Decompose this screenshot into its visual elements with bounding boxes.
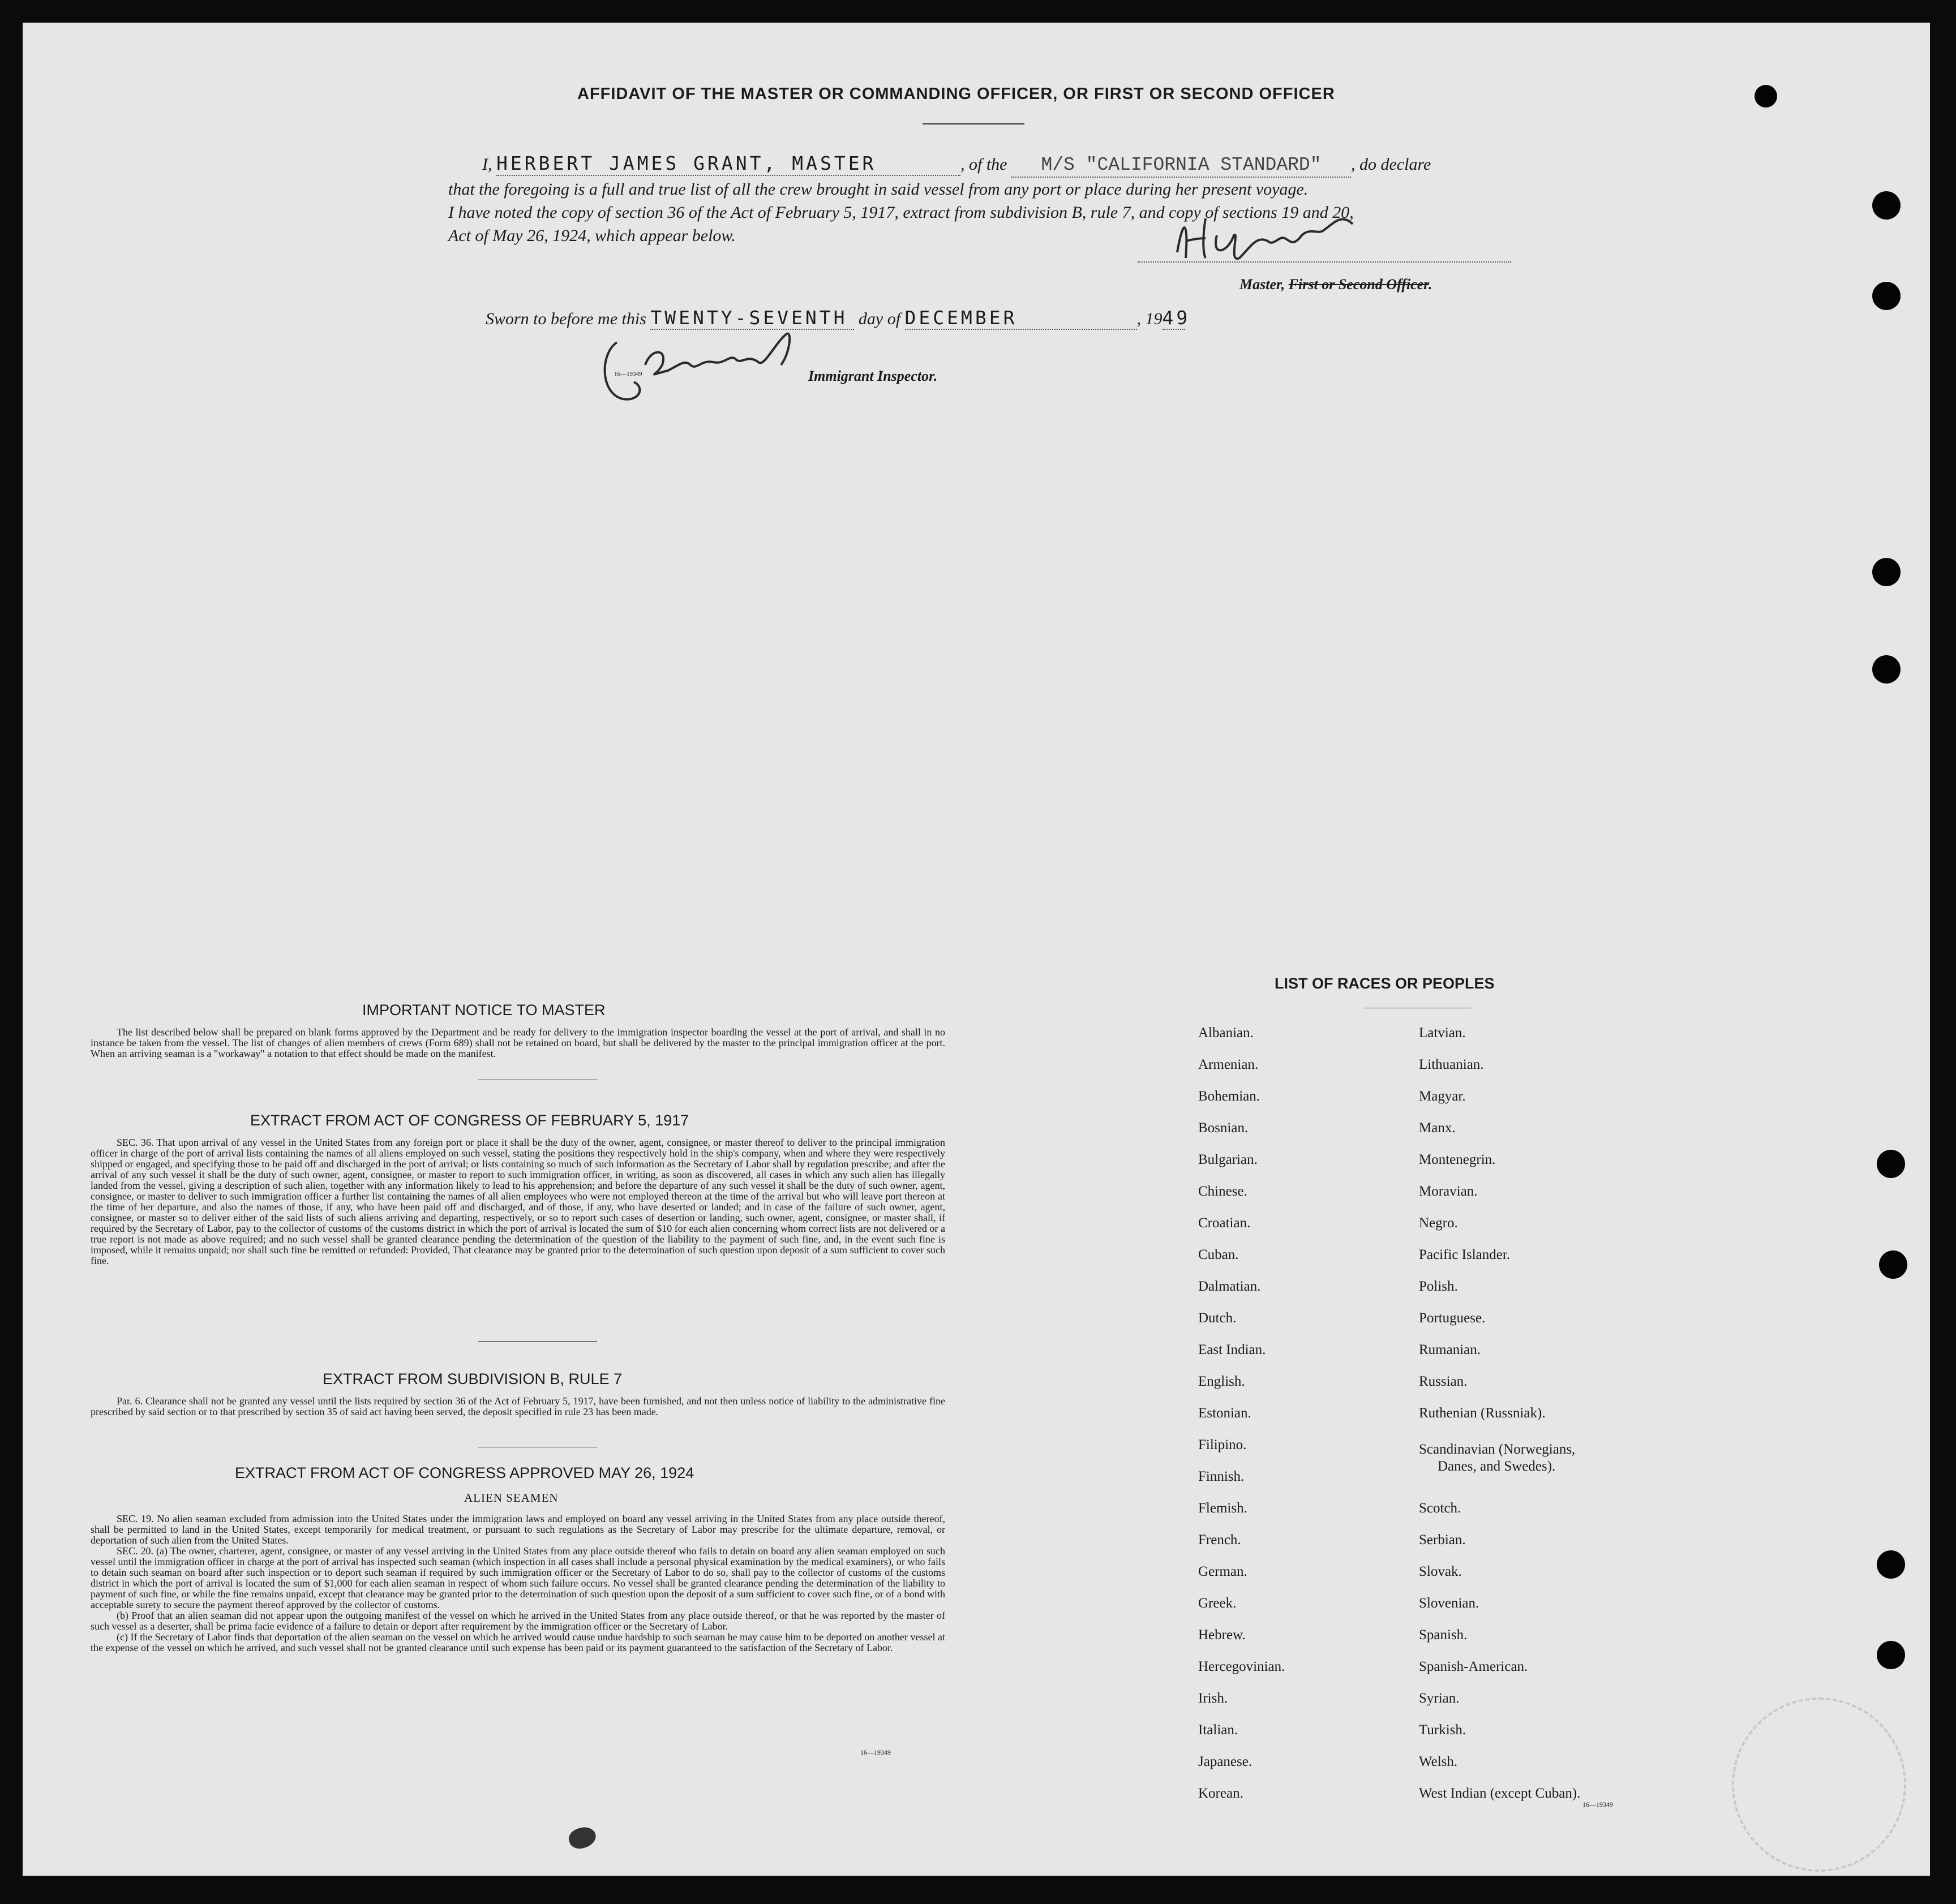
race-item: Bulgarian.	[1198, 1152, 1258, 1167]
race-item: Magyar.	[1419, 1089, 1466, 1104]
race-item: Slovak.	[1419, 1564, 1462, 1579]
notice-title: IMPORTANT NOTICE TO MASTER	[362, 1002, 606, 1018]
race-item: Hebrew.	[1198, 1627, 1246, 1643]
signer-title	[1239, 276, 1432, 293]
race-item: English.	[1198, 1374, 1245, 1389]
race-item: French.	[1198, 1532, 1241, 1548]
punch-hole	[1872, 655, 1901, 684]
race-item: Lithuanian.	[1419, 1057, 1484, 1072]
punch-hole	[1872, 191, 1901, 220]
race-item: Scotch.	[1419, 1501, 1461, 1516]
signer-title-master: Master,	[1239, 276, 1285, 293]
affidavit-title: AFFIDAVIT OF THE MASTER OR COMMANDING OFFICER, OR FIRST OR SECOND OFFICER	[577, 85, 1335, 103]
affidavit-line-3: I have noted the copy of section 36 of the Act of February 5, 1917, extract from subdivision B, rule 7, and copy of sections 19 and 20,	[448, 203, 1354, 222]
document-sheet	[23, 23, 1930, 1876]
race-item: Filipino.	[1198, 1437, 1247, 1452]
subdivision-b-title: EXTRACT FROM SUBDIVISION B, RULE 7	[323, 1370, 623, 1387]
race-item: Dalmatian.	[1198, 1279, 1261, 1294]
race-item: Serbian.	[1419, 1532, 1466, 1548]
race-item: Spanish.	[1419, 1627, 1468, 1643]
race-item: Rumanian.	[1419, 1342, 1481, 1357]
race-item: Spanish-American.	[1419, 1659, 1528, 1674]
punch-hole	[1877, 1550, 1905, 1579]
race-item: Pacific Islander.	[1419, 1247, 1511, 1262]
inspector-signature-svg	[594, 331, 832, 405]
race-item: Ruthenian (Russniak).	[1419, 1406, 1546, 1421]
vessel-name-field	[1011, 153, 1351, 178]
race-item: Manx.	[1419, 1120, 1456, 1136]
race-item: German.	[1198, 1564, 1247, 1579]
sworn-day-field: TWENTY-SEVENTH	[650, 307, 854, 330]
race-item: Cuban.	[1198, 1247, 1239, 1262]
sec-20a-paragraph: SEC. 20. (a) The owner, charterer, agent, consignee, or master of any vessel arriving in the United States from any place outside thereof who fails to detain on board any alien seaman employed on such vessel until the immigration officer in charge at the port of arrival has inspected such seaman (which inspection in all cases shall include a personal physical examination by the medical examiners), or who fails to detain such seaman on board after such inspection or to deport such seaman if required by such immigration officer or the Secretary of Labor to do so, shall pay to the collector of customs of the customs district in which the port of arrival is located the sum of $1,000 for each alien seaman in respect of whom such failure occurs. No vessel shall be granted clearance pending the determination of the liability to payment of such fine, or while the fine remains unpaid, except that clearance may be granted prior to the determination of such question upon the deposit of a sum sufficient to cover such fine, or of a bond with acceptable surety to secure the payment thereof approved by the collector of customs.	[91, 1545, 945, 1610]
master-name-field: HERBERT JAMES GRANT, MASTER	[496, 152, 960, 176]
extract-1917-text: SEC. 36. That upon arrival of any vessel in the United States from any foreign port or place it shall be the duty of the owner, agent, consignee, or master thereof to deliver to the principal immigration officer in charge of the port of arrival lists containing the names of all aliens employed on such vessel, stating the positions they respectively hold in the ship's company, when and where they were respectively shipped or engaged, and specifying those to be paid off and discharged in the port of arrival; or lists containing so much of such information as the Secretary of Labor shall by regulation prescribe; and after the arrival of any such vessel it shall be the duty of such owner, agent, consignee, or master to report to such immigration officer, in writing, as soon as discovered, all cases in which any such alien has illegally landed from the vessel, giving a description of such alien, together with any information likely to lead to his apprehension; and before the departure of any such vessel it shall be the duty of such owner, agent, consignee, or master to deliver to such immigration officer a further list containing the names of all alien employees who were not employed thereon at the time of the arrival but who will leave port thereon at the time of her departure, and also the names of those, if any, who have been paid off and discharged, and of those, if any, who have deserted or landed; and in case of the failure of such owner, agent, consignee, or master so to deliver either of the said lists of such aliens arriving and departing, respectively, or so to report such cases of desertion or landing, such owner, agent, consignee, or master shall, if required by the Secretary of Labor, pay to the collector of customs of the customs district in which the port of arrival is located the sum of $10 for each alien concerning whom correct lists are not delivered or a true report is not made as above required; and no such vessel shall be granted clearance pending the determination of the question of the liability to the payment of such fine, and, in the event such fine is imposed, while it remains unpaid; nor shall such fine be remitted or refunded: Provided, That clearance may be granted prior to the determination of such question upon deposit of a sum sufficient to cover such fine.	[91, 1137, 945, 1266]
line1-mid: , of the	[960, 155, 1007, 174]
master-signature	[1172, 213, 1387, 267]
embossed-seal	[1732, 1697, 1906, 1872]
sec-20b-paragraph: (b) Proof that an alien seaman did not appear upon the outgoing manifest of the vessel on which he arrived in the United States from any place outside thereof, or that he was reported by the master of such vessel as a deserter, shall be prima facie evidence of a failure to detain or deport after requirement by the immigration officer or the Secretary of Labor.	[91, 1610, 945, 1632]
race-item: Slovenian.	[1419, 1596, 1479, 1611]
race-item: Finnish.	[1198, 1469, 1245, 1484]
race-item: Portuguese.	[1419, 1310, 1486, 1326]
race-item: Montenegrin.	[1419, 1152, 1496, 1167]
race-item: Bohemian.	[1198, 1089, 1260, 1104]
master-signature-svg	[1172, 213, 1387, 264]
race-item: Latvian.	[1419, 1025, 1466, 1041]
sworn-line	[486, 307, 1191, 330]
race-item: Syrian.	[1419, 1691, 1460, 1706]
title-underline	[923, 123, 1024, 124]
form-number: 16—19349	[860, 1748, 891, 1756]
inspector-stamp-number: 16—19349	[614, 371, 642, 377]
race-item: Albanian.	[1198, 1025, 1254, 1041]
affidavit-line-2: that the foregoing is a full and true list of all the crew brought in said vessel from any port or place during her present voyage.	[448, 180, 1309, 199]
race-item: Korean.	[1198, 1786, 1243, 1801]
section-divider	[478, 1341, 597, 1342]
races-form-number: 16—19349	[1582, 1800, 1613, 1808]
subdivision-b-text: Par. 6. Clearance shall not be granted any vessel until the lists required by section 36 of the Act of February 5, 1917, have been furnished, and not then unless notice of liability to the administrative fine prescribed by said section or to that prescribed by section 35 of said act having been served, the deposit specified in rule 23 has been made.	[91, 1395, 945, 1417]
line1-suffix: , do declare	[1351, 155, 1431, 174]
punch-hole	[1872, 282, 1901, 310]
punch-hole	[1879, 1250, 1907, 1279]
race-item: Turkish.	[1419, 1722, 1466, 1738]
sworn-prefix: Sworn to before me this	[486, 310, 646, 328]
race-item: Bosnian.	[1198, 1120, 1249, 1136]
race-item: Flemish.	[1198, 1501, 1247, 1516]
affidavit-line-4: Act of May 26, 1924, which appear below.	[448, 226, 736, 245]
race-item: Japanese.	[1198, 1754, 1252, 1769]
punch-hole	[1755, 85, 1777, 108]
signer-title-struck: First or Second Officer	[1288, 276, 1429, 293]
inspector-signature	[594, 331, 832, 407]
race-item: Dutch.	[1198, 1310, 1237, 1326]
extract-1924-body	[91, 1514, 945, 1653]
sec-20c-paragraph: (c) If the Secretary of Labor finds that deportation of the alien seaman on the vessel on which he arrived would cause undue hardship to such seaman he may cause him to be deported on another vessel at the expense of the vessel on which he arrived, and such vessel shall not be granted clearance until such expense has been paid or its payment guaranteed to the satisfaction of the Secretary of Labor.	[91, 1631, 945, 1653]
race-item: Scandinavian (Norwegians,	[1419, 1442, 1576, 1457]
ink-blot	[566, 1824, 598, 1852]
affidavit-line-1	[448, 152, 1535, 178]
race-item: Polish.	[1419, 1279, 1458, 1294]
race-item: Estonian.	[1198, 1406, 1251, 1421]
race-item: Welsh.	[1419, 1754, 1458, 1769]
race-item: Hercegovinian.	[1198, 1659, 1285, 1674]
punch-hole	[1877, 1641, 1905, 1669]
line1-prefix: I,	[482, 155, 492, 174]
signer-title-end: .	[1428, 276, 1432, 293]
race-item: Danes, and Swedes).	[1438, 1459, 1556, 1474]
year-field: 49	[1162, 307, 1191, 329]
extract-1924-title: EXTRACT FROM ACT OF CONGRESS APPROVED MAY 26, 1924	[235, 1464, 694, 1481]
race-item: Armenian.	[1198, 1057, 1259, 1072]
sec-19-paragraph: SEC. 19. No alien seaman excluded from admission into the United States under the immigration laws and employed on board any vessel arriving in the United States from any place outside thereof, shall be permitted to land in the United States, except temporarily for medical treatment, or pursuant to such regulations as the Secretary of Labor may prescribe for the ultimate departure, removal, or deportation of such alien from the United States.	[91, 1513, 945, 1546]
extract-1924-subtitle: ALIEN SEAMEN	[464, 1491, 559, 1505]
race-item: Negro.	[1419, 1215, 1458, 1231]
inspector-label: Immigrant Inspector.	[808, 368, 938, 384]
punch-hole	[1877, 1150, 1905, 1178]
year-prefix: , 19	[1136, 310, 1163, 328]
sworn-month-field: DECEMBER	[905, 307, 1137, 330]
race-item: East Indian.	[1198, 1342, 1266, 1357]
race-item: Greek.	[1198, 1596, 1237, 1611]
vessel-name-stamp: M/S "CALIFORNIA STANDARD"	[1041, 154, 1322, 175]
extract-1917-title: EXTRACT FROM ACT OF CONGRESS OF FEBRUARY 5, 1917	[250, 1112, 689, 1129]
race-item: Italian.	[1198, 1722, 1238, 1738]
races-title: LIST OF RACES OR PEOPLES	[1275, 975, 1495, 992]
punch-hole	[1872, 558, 1901, 586]
race-item: Russian.	[1419, 1374, 1468, 1389]
race-item: West Indian (except Cuban).	[1419, 1786, 1581, 1801]
day-of-label: day of	[858, 310, 901, 328]
race-item: Moravian.	[1419, 1184, 1478, 1199]
race-item: Chinese.	[1198, 1184, 1247, 1199]
notice-text: The list described below shall be prepared on blank forms approved by the Department and be ready for delivery to the immigration inspector boarding the vessel at the port of arrival, and shall in no instance be taken from the vessel. The list of changes of alien members of crews (Form 689) shall not be retained on board, but shall be delivered by the master to the principal immigration officer at the port. When an arriving seaman is a "workaway" a notation to that effect should be made on the manifest.	[91, 1026, 945, 1059]
race-item: Irish.	[1198, 1691, 1228, 1706]
race-item: Croatian.	[1198, 1215, 1251, 1231]
